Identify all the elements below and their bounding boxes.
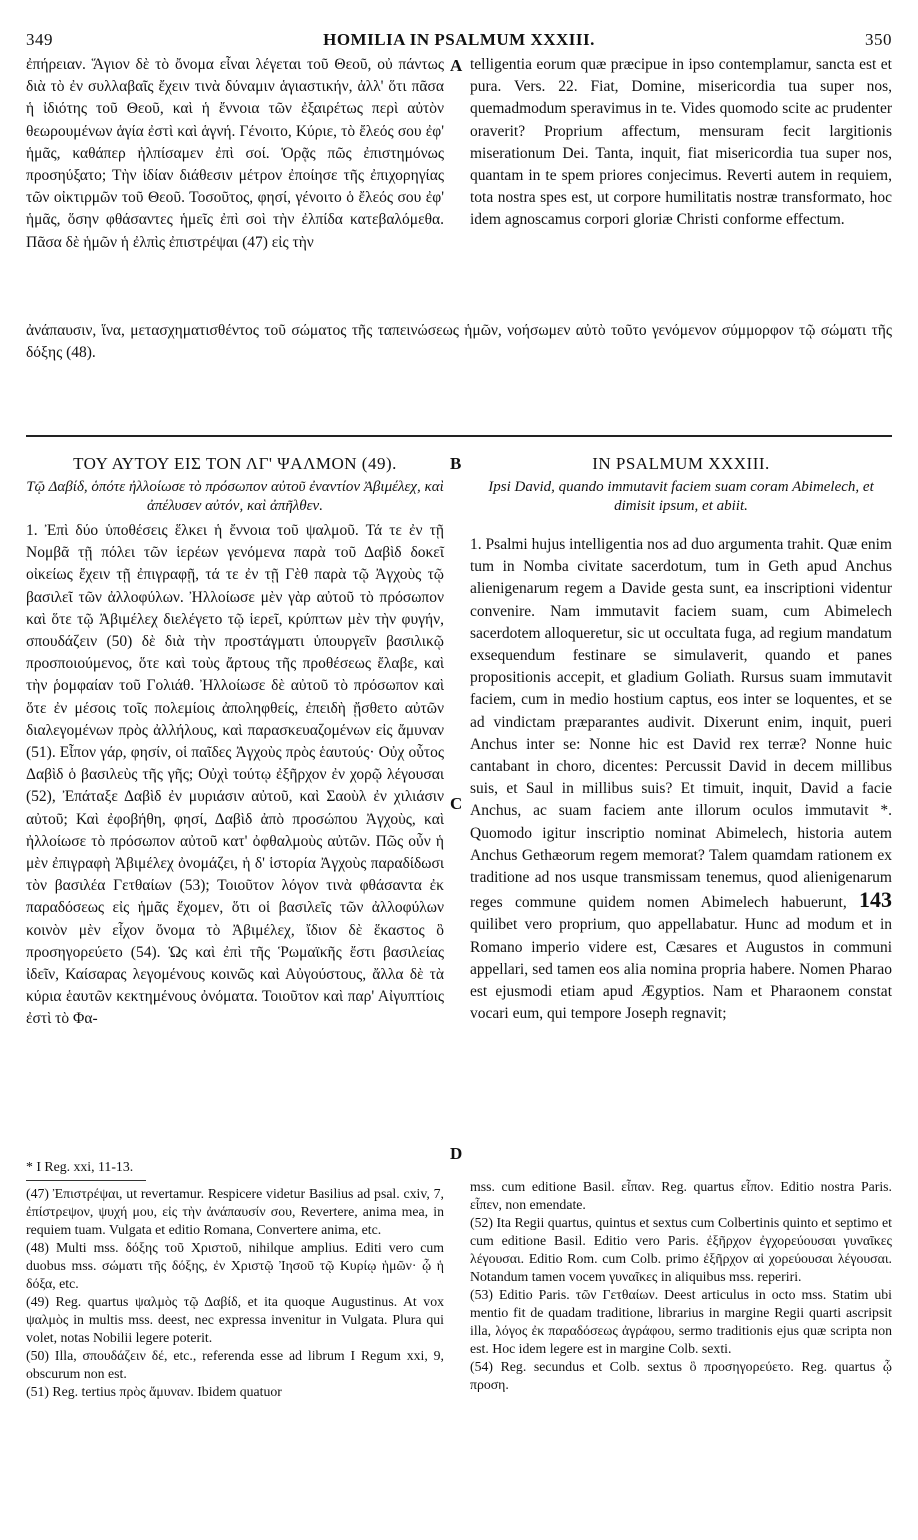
footnote-50: (50) Illa, σπουδάζειν δέ, etc., referenda esse ad librum I Regum xxi, 9, obscurum non est. bbox=[26, 1348, 444, 1381]
footnote-48: (48) Multi mss. δόξης τοῦ Χριστοῦ, nihilque amplius. Editi vero cum duobus mss. σώματι τῆς δόξης, ἐν Χριστῷ Ἰησοῦ τῷ Κυρίῳ ἡμῶν· ᾧ ἡ δόξα, etc. bbox=[26, 1240, 444, 1291]
latin-body-part-1: 1. Psalmi hujus intelligentia nos ad duo argumenta trahit. Quæ enim tum in Nomba civitate sacerdotum, tum in Geth apud Anchus alienigenarum regem a Davide gesta sunt, ea inscriptioni videntur convenire. Nam immutavit faciem suam, cum Abimelech sacerdotem alloqueretur, sic ut occultata fuga, ad regium mandatum exsequendum festinare se simulaverit, quando et panes propositionis accepit, et gladium Goliath. Rursus suam immutavit faciem, cum in medio hostium captus, eos inter se loquentes, et se ad vindictam præparantes audivit. Dixerunt enim, inquit, pueri Anchus inter se: Nonne hic est David rex terræ? Nonne huic cantabant in choro, dicentes: Percussit David in decem millibus suis, et Saul in millibus suis? Et timuit, inquit, David a facie Anchus, ac suam faciem ante illorum oculos immutavit *. Quomodo igitur inscriptio nominat Abimelech, historia autem Anchus Gethæorum regem memorat? Talem quamdam rationem ex traditione ad nos usque transmissam tenemus, quod alienigenarum reges commune quidem nomen Abimelech habuerunt, bbox=[470, 536, 892, 912]
page-number-right: 350 bbox=[864, 30, 892, 49]
greek-full-width-line: ἀνάπαυσιν, ἵνα, μετασχηματισθέντος τοῦ σώματος τῆς ταπεινώσεως ἡμῶν, νοήσωμεν αὐτὸ τοῦτο γενόμενον σύμμορφον τῷ σώματι τῆς δόξης (48). bbox=[26, 322, 892, 362]
page-marker: 143 bbox=[859, 887, 892, 913]
greek-column bbox=[26, 454, 444, 1031]
footnote-rule bbox=[26, 1180, 146, 1181]
margin-mark-c: C bbox=[450, 794, 463, 813]
greek-subheading: Τῷ Δαβίδ, ὁπότε ἠλλοίωσε τὸ πρόσωπον αὐτοῦ ἐναντίον Ἀβιμέλεχ, καὶ ἀπέλυσεν αὐτόν, καὶ ἀπῆλθεν. bbox=[26, 479, 444, 514]
running-head bbox=[26, 30, 892, 50]
page-number-left: 349 bbox=[26, 30, 53, 49]
footnotes-left bbox=[26, 1158, 444, 1401]
footnote-52: (52) Ita Regii quartus, quintus et sextus cum Colbertinis quinto et septimo et cum editione Basil. Editio vero Paris. ἐξῆρχον ἐγχορεύουσαι γυναῖκες λέγουσαι. Editio Rom. cum Colb. primo ἐξῆρχον αἱ χορεύουσαι λέγουσαι. Notandum tamen vocem γυναῖκες in aliquibus mss. reperiri. bbox=[470, 1215, 892, 1284]
latin-subheading: Ipsi David, quando immutavit faciem suam coram Abimelech, et dimisit ipsum, et abiit. bbox=[488, 479, 874, 514]
footnote-54: (54) Reg. secundus et Colb. sextus ὃ προσηγορεύετο. Reg. quartus ᾧ προση. bbox=[470, 1359, 892, 1392]
footnote-49: (49) Reg. quartus ψαλμὸς τῷ Δαβίδ, et ita quoque Augustinus. At vox ψαλμὸς in multis mss. deest, nec expressa invenitur in Vulgata. Plura qui volet, notas Nobilii legere poterit. bbox=[26, 1294, 444, 1345]
footnote-53: (53) Editio Paris. τῶν Γετθαίων. Deest articulus in octo mss. Statim ubi mentio fit de quadam traditione, librarius in margine Regii quarti ascripsit illa, λόγος ἐκ παραδόσεως ἀγράφου, sermo traditionis ejus quæ scripta non est. Hoc idem legere est in margine Colb. sexti. bbox=[470, 1287, 892, 1356]
margin-mark-b: B bbox=[450, 454, 462, 473]
scripture-reference: * I Reg. xxi, 11-13. bbox=[26, 1159, 134, 1174]
latin-body-part-2: quilibet vero proprium, quo appellabatur. Hunc ad modum et in Romano imperio videre est, Cæsares et Augustos in communi appellari, sed tamen eos alia nomina propria habere. Nomen Pharao est ejusmodi etiam apud Ægyptios. Nam et Pharaonem constat vocari eum, qui tempore Joseph regnavit; bbox=[470, 916, 892, 1023]
section-divider bbox=[26, 435, 892, 437]
latin-heading: IN PSALMUM XXXIII. bbox=[592, 454, 770, 473]
greek-column-top: ἐπήρειαν. Ἅγιον δὲ τὸ ὄνομα εἶναι λέγεται τοῦ Θεοῦ, οὐ πάντως διὰ τὸ ἐν συλλαβαῖς ἔχειν τινὰ δύναμιν ἁγιαστικήν, ἀλλ' ὅτι πᾶσα ἡ ἰδιότης τοῦ Θεοῦ, καὶ ἡ ἔννοια τῶν ἐξαιρέτως περὶ αὐτὸν θεωρουμένων ἁγία ἐστὶ καὶ ἁγνή. Γένοιτο, Κύριε, τὸ ἔλεός σου ἐφ' ἡμᾶς, καθάπερ ἠλπίσαμεν ἐπὶ σοί. Ὁρᾷς πῶς ἐπιστημόνως προσηύξατο; Τὴν ἰδίαν διάθεσιν μέτρον ἐποίησε τῆς ἐπιχορηγίας τῶν οἰκτιρμῶν τοῦ Θεοῦ. Τοσοῦτος, φησί, γένοιτο ὁ ἔλεός σου ἐφ' ἡμᾶς, ὅσην φθάσαντες ἡμεῖς ἐπὶ σοὶ τὴν ἐλπίδα κατεβαλόμεθα. Πᾶσα δὲ ἡμῶν ἡ ἐλπὶς ἐπιστρέψαι (47) εἰς τὴν bbox=[26, 56, 444, 251]
greek-body: 1. Ἐπὶ δύο ὑποθέσεις ἕλκει ἡ ἔννοια τοῦ ψαλμοῦ. Τά τε ἐν τῇ Νομβᾶ τῇ πόλει τῶν ἱερέων γενόμενα παρὰ τοῦ Δαβὶδ δοκεῖ οἰκείως ἔχειν τῇ ἐπιγραφῇ, τά τε ἐν τῇ Γὲθ παρὰ τῷ Ἀγχοὺς τῷ βασιλεῖ τῶν ἀλλοφύλων. Ἠλλοίωσε μὲν γὰρ αὐτοῦ τὸ πρόσωπον καὶ ὅτε τῷ Ἀβιμέλεχ διελέγετο τῷ ἱερεῖ, κρύπτων μὲν τὴν φυγήν, σπουδάζειν (50) δὲ διὰ τὴν προστάγματι ὑπουργεῖν βασιλικῷ προσποιούμενος, ὅτε καὶ τοὺς ἄρτους τῆς προθέσεως ἔλαβε, καὶ τὴν ῥομφαίαν τοῦ Γολιάθ. Ἠλλοίωσε δὲ αὐτοῦ τὸ πρόσωπον καὶ ὅτε ἐν μέσοις τοῖς πολεμίοις ἀποληφθείς, ἐπειδὴ ᾔσθετο αὐτῶν διαλεγομένων πρὸς ἀλλήλους, καὶ παρασκευαζομένων εἰς ἄμυναν (51). Εἶπον γάρ, φησίν, οἱ παῖδες Ἀγχοὺς πρὸς ἑαυτούς· Οὐχ οὗτος Δαβὶδ ὁ βασιλεὺς τῆς γῆς; Οὐχὶ τούτῳ ἐξῆρχον ἐν χορῷ λέγουσαι (52), Ἐπάταξε Δαβὶδ ἐν μυριάσιν αὐτοῦ, καὶ Σαοὺλ ἐν χιλιάσιν αὐτοῦ; Καὶ ἐφοβήθη, φησί, Δαβὶδ ἀπὸ προσώπου Ἀγχοὺς, καὶ ἠλλοίωσε τὸ πρόσωπον αὐτοῦ κατ' ὀφθαλμοὺς αὐτῶν. Πῶς οὖν ἡ μὲν ἐπιγραφὴ Ἀβιμέλεχ ὀνομάζει, ἡ δ' ἱστορία Ἀγχοὺς παραδίδωσι τὸν βασιλέα Γετθαίων (53); Τοιοῦτον λόγον τινὰ φθάσαντα ἐκ παραδόσεως εἰς ἡμᾶς ἔχομεν, ὅτι οἱ βασιλεῖς τῶν ἀλλοφύλων κοινὸν μὲν εἶχον ὄνομα τὸ Ἀβιμέλεχ, ἴδιον δὲ ἕκαστος ὃ προσηγορεύετο (54). Ὡς καὶ ἐπὶ τῆς Ῥωμαϊκῆς ἔστι βασιλείας ἰδεῖν, Καίσαρας λεγομένους κοινῶς καὶ Αὐγούστους, ἄλλα δὲ τὰ κύρια ἑαυτῶν κεκτημένους ὀνόματα. Τοιοῦτον καὶ παρ' Αἰγυπτίοις ἐστὶ τὸ Φα- bbox=[26, 522, 444, 1028]
footnotes-right bbox=[470, 1178, 892, 1394]
footnote-51-start: (51) Reg. tertius πρὸς ἄμυναν. Ibidem quatuor bbox=[26, 1384, 282, 1399]
top-section bbox=[26, 54, 892, 374]
latin-body bbox=[470, 534, 892, 1025]
margin-mark-d: D bbox=[450, 1144, 463, 1163]
latin-column-top: telligentia eorum quæ præcipue in ipso contemplamur, sancta est et pura. Vers. 22. Fiat, Domine, misericordia tua super nos, quemadmodum speravimus in te. Vides quomodo scite ac prudenter oraverit? Proprium affectum, mensuram fecit largitionis miserationum Dei. Tanta, inquit, fiat misericordia tua super nos, quantam in te spem priores conjecimus. Reverti autem in requiem, tota nostra spes est, ut corpore humilitatis nostræ transformato, hoc idem agnoscamus corpori gloriæ Christi conforme effectum. bbox=[470, 56, 892, 229]
margin-mark-a: A bbox=[450, 56, 463, 75]
document-page bbox=[26, 30, 892, 1399]
footnote-47: (47) Ἐπιστρέψαι, ut revertamur. Respicere videtur Basilius ad psal. cxiv, 7, ἐπίστρεψον, ψυχή μου, εἰς τὴν ἀνάπαυσίν σου, Revertere, anima mea, in requiem tuam. Vulgata et editio Romana, Convertere anima, etc. bbox=[26, 1186, 444, 1237]
running-title: HOMILIA IN PSALMUM XXXIII. bbox=[323, 30, 595, 49]
latin-column bbox=[470, 454, 892, 1025]
greek-heading: ΤΟΥ ΑΥΤΟΥ ΕΙΣ ΤΟΝ ΛΓ' ΨΑΛΜΟΝ (49). bbox=[73, 454, 397, 473]
footnote-51-cont: mss. cum editione Basil. εἶπαν. Reg. quartus εἶπον. Editio nostra Paris. εἶπεν, non emendate. bbox=[470, 1179, 892, 1212]
